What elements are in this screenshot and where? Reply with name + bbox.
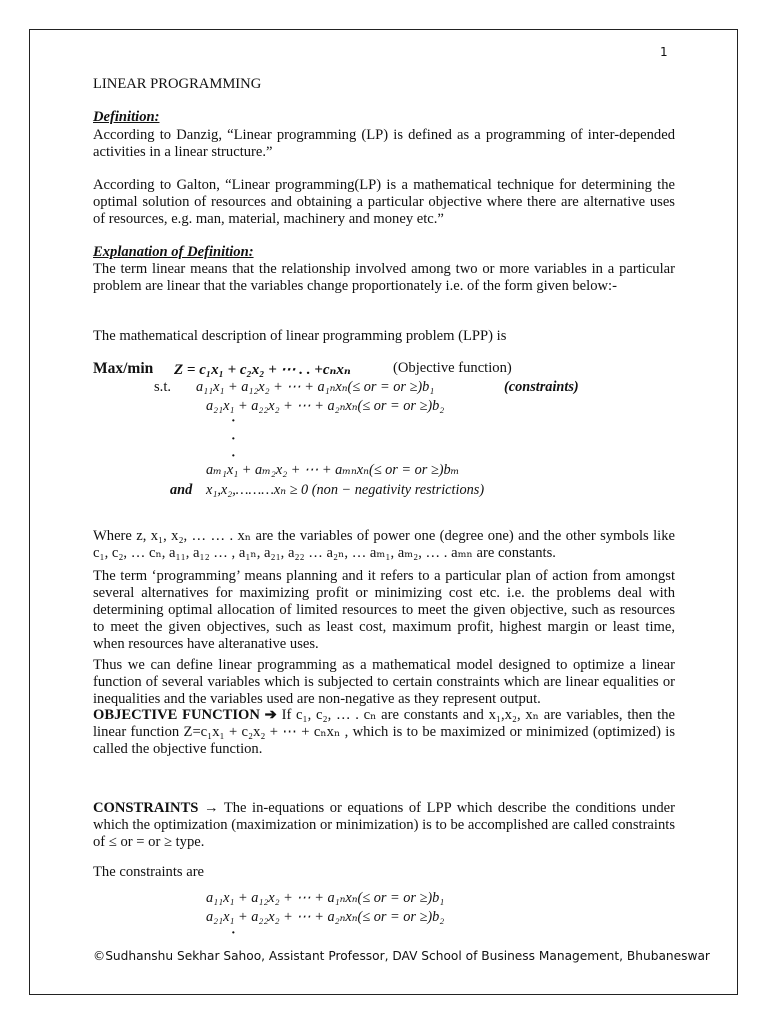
constraints-intro: The constraints are — [93, 864, 205, 880]
document-title: LINEAR PROGRAMMING — [93, 76, 262, 92]
explanation-heading: Explanation of Definition: — [93, 244, 254, 260]
definition-heading: Definition: — [93, 109, 160, 125]
non-negativity: x₁,x₂,………xₙ ≥ 0 (non − negativity restrictions) — [206, 482, 485, 498]
lpp-intro: The mathematical description of linear programming problem (LPP) is — [93, 328, 507, 344]
objective-note: (Objective function) — [393, 360, 512, 376]
page-number: 1 — [660, 45, 668, 59]
definition-danzig: According to Danzig, “Linear programming (LP) is defined as a programming of inter-depended activities in a linear structure.” — [93, 127, 675, 160]
objective-function-paragraph — [93, 707, 675, 758]
ellipsis-dot: · — [231, 926, 236, 941]
and-label: and — [170, 482, 193, 498]
objective-equation: Z = c₁x₁ + c₂x₂ + ⋯ . . +cₙxₙ — [174, 362, 351, 378]
explanation-text: The term linear means that the relationship involved among two or more variables in a particular problem are linear that the variables change proportionately i.e. of the form given below:- — [93, 261, 675, 294]
thus-paragraph: Thus we can define linear programming as a mathematical model designed to optimize a linear function of several variables which is subjected to certain constraints which are linear equalities or inequalities and the variables used are non-negative as they represent output. — [93, 657, 675, 707]
ellipsis-dot: · — [231, 414, 236, 429]
constraint-1: a₁₁x₁ + a₁₂x₂ + ⋯ + a₁ₙxₙ(≤ or = or ≥)b₁ — [196, 379, 435, 395]
maxmin-label: Max/min — [93, 360, 154, 377]
constraints-text: The in-equations or equations of LPP which describe the conditions under which the optimization (maximization or minimization) is to be accomplished are called constraints of ≤ or = or ≥ type. — [93, 800, 675, 850]
constraint-m: aₘ₁x₁ + aₘ₂x₂ + ⋯ + aₘₙxₙ(≤ or = or ≥)bₘ — [206, 462, 460, 478]
objective-function-text: If c₁, c₂, … . cₙ are constants and x₁,x₂, xₙ are variables, then the linear function Z=c₁x₁ + c₂x₂ + ⋯ + cₙxₙ , which is to be maximized or minimized (optimized) is called the objective function. — [93, 707, 676, 757]
constraints-heading: CONSTRAINTS → — [93, 800, 219, 816]
where-paragraph: Where z, x₁, x₂, … … . xₙ are the variables of power one (degree one) and the other symbols like c₁, c₂, … cₙ, a₁₁, a₁₂ … , a₁ₙ, a₂₁, a₂₂ … a₂ₙ, … aₘ₁, aₘ₂, … . aₘₙ are constants. — [93, 528, 675, 561]
ellipsis-dot: · — [231, 432, 236, 447]
st-label: s.t. — [154, 379, 172, 395]
constraints-example-1: a₁₁x₁ + a₁₂x₂ + ⋯ + a₁ₙxₙ(≤ or = or ≥)b₁ — [206, 890, 445, 906]
constraints-paragraph — [93, 800, 675, 851]
constraints-example-2: a₂₁x₁ + a₂₂x₂ + ⋯ + a₂ₙxₙ(≤ or = or ≥)b₂ — [206, 909, 445, 925]
definition-galton: According to Galton, “Linear programming(LP) is a mathematical technique for determining the optimal solution of resources and obtaining a particular objective where there are alternative uses of resources, e.g. man, material, machinery and money etc.” — [93, 177, 675, 227]
constraints-note: (constraints) — [504, 379, 579, 395]
constraint-2: a₂₁x₁ + a₂₂x₂ + ⋯ + a₂ₙxₙ(≤ or = or ≥)b₂ — [206, 398, 445, 414]
programming-paragraph: The term ‘programming’ means planning and it refers to a particular plan of action from amongst several alternatives for maximizing profit or minimizing cost etc. i.e. the problems deal with determining optimal allocation of limited resources to meet the given objective, such as resources to meet the given objectives, such as least cost, maximum profit, highest margin or least time, when resources have alteranative uses. — [93, 568, 675, 652]
footer-credit: ©Sudhanshu Sekhar Sahoo, Assistant Professor, DAV School of Business Management, Bhubaneswar — [93, 949, 710, 963]
objective-function-heading: OBJECTIVE FUNCTION ➔ — [93, 707, 277, 723]
ellipsis-dot: · — [231, 449, 236, 464]
